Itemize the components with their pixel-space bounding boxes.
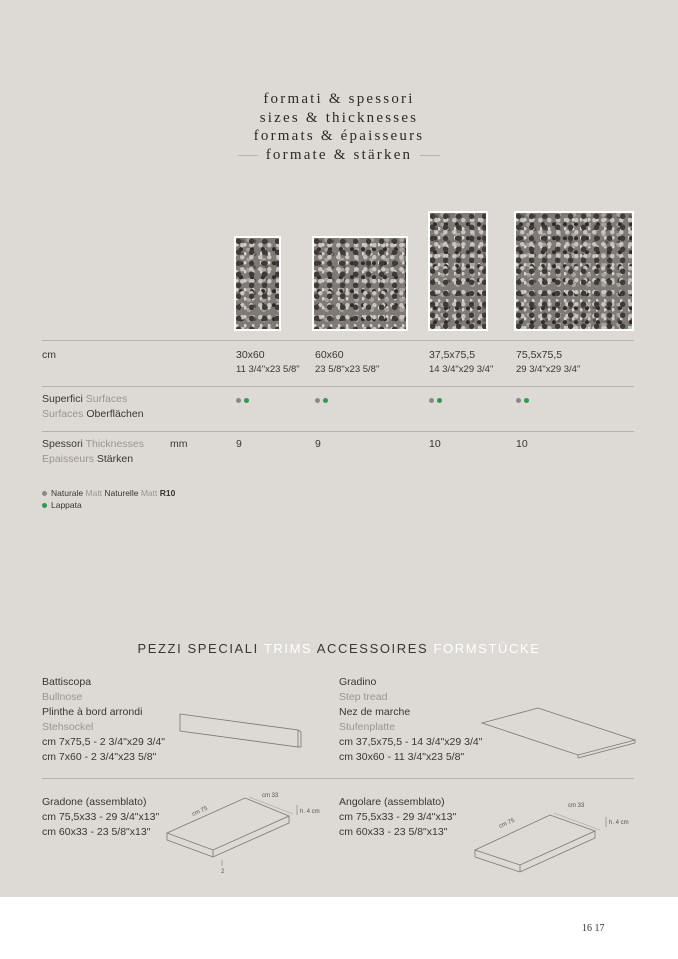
angolare-drawing — [470, 795, 640, 870]
title-line-fr: formats & épaisseurs — [253, 128, 425, 144]
tile-swatch-30x60 — [234, 236, 281, 331]
gradone-dim-length: cm 75 — [191, 805, 209, 818]
angolare-size-2: cm 60x33 - 23 5/8"x13" — [339, 826, 448, 838]
table-divider — [42, 340, 634, 341]
surfaces-label — [42, 392, 127, 407]
surfaces-it: Superfici — [42, 393, 83, 405]
legend-naturale — [42, 487, 175, 499]
pieces-divider — [42, 778, 634, 779]
page-number: 16 17 — [582, 923, 605, 934]
surfaces-fr: Surfaces — [42, 408, 84, 420]
legend-naturale-it: Naturale — [51, 488, 84, 498]
angolare-dim-height: h. 4 cm — [609, 820, 629, 826]
title-line-it: formati & spessori — [263, 91, 415, 107]
thickness-it: Spessori — [42, 438, 83, 450]
thickness-en: Thicknesses — [85, 438, 144, 450]
thickness-fr: Epaisseurs — [42, 453, 94, 465]
legend-naturale-fr: Naturelle — [104, 488, 139, 498]
slip-rating: R10 — [159, 488, 176, 498]
gradone-size-2: cm 60x33 - 23 5/8"x13" — [42, 826, 151, 838]
gradone-dim-height: h. 4 cm — [300, 809, 320, 815]
surface-dots — [429, 398, 445, 403]
piece-gradino — [339, 675, 482, 765]
battiscopa-fr: Plinthe à bord arrondi — [42, 706, 143, 718]
page-title — [0, 90, 678, 164]
title-rule-left — [238, 155, 258, 156]
naturale-dot — [429, 398, 434, 403]
thickness-value: 10 — [429, 438, 441, 450]
angolare-dim-width: cm 33 — [568, 803, 585, 809]
trims-heading-de: FORMSTÜCKE — [433, 641, 541, 656]
surfaces-en: Surfaces — [85, 393, 128, 405]
size-cm: 30x60 — [236, 349, 265, 361]
trims-heading-fr: ACCESSOIRES — [316, 641, 429, 656]
angolare-size-1: cm 75,5x33 - 29 3/4"x13" — [339, 811, 457, 823]
surface-dots — [236, 398, 252, 403]
gradino-en: Step tread — [339, 691, 388, 703]
size-inch: 14 3/4"x29 3/4" — [429, 364, 494, 375]
gradino-it: Gradino — [339, 676, 377, 688]
table-divider — [42, 431, 634, 432]
surface-dots — [315, 398, 331, 403]
gradone-name: Gradone (assemblato) — [42, 796, 147, 808]
size-cm: 75,5x75,5 — [516, 349, 563, 361]
thickness-label — [42, 437, 144, 452]
lappata-dot — [323, 398, 328, 403]
title-line-en: sizes & thicknesses — [259, 109, 419, 126]
surface-dots — [516, 398, 532, 403]
naturale-dot — [315, 398, 320, 403]
gradino-size-2: cm 30x60 - 11 3/4"x23 5/8" — [339, 751, 465, 763]
thickness-value: 10 — [516, 438, 528, 450]
angolare-dim-length: cm 75 — [498, 817, 516, 830]
gradone-size-1: cm 75,5x33 - 29 3/4"x13" — [42, 811, 160, 823]
tile-swatch-37x75 — [428, 211, 488, 331]
table-divider — [42, 386, 634, 387]
gradone-dim-thickness: 2 — [221, 869, 225, 875]
size-row-label: cm — [42, 349, 56, 361]
battiscopa-size-2: cm 7x60 - 2 3/4"x23 5/8" — [42, 751, 157, 763]
battiscopa-de: Stehsockel — [42, 721, 94, 733]
gradino-de: Stufenplatte — [339, 721, 396, 733]
angolare-name: Angolare (assemblato) — [339, 796, 445, 808]
tile-swatch-75x75 — [514, 211, 634, 331]
size-cm: 37,5x75,5 — [429, 349, 476, 361]
gradone-dim-width: cm 33 — [262, 793, 279, 799]
thickness-value: 9 — [315, 438, 321, 450]
size-cm: 60x60 — [315, 349, 344, 361]
size-inch: 11 3/4"x23 5/8" — [236, 364, 300, 375]
size-inch: 29 3/4"x29 3/4" — [516, 364, 581, 375]
naturale-dot — [42, 491, 47, 496]
trims-heading-en: TRIMS — [263, 641, 313, 656]
naturale-dot — [516, 398, 521, 403]
title-rule-right — [420, 155, 440, 156]
title-line-de-row — [0, 146, 678, 165]
piece-angolare — [339, 795, 456, 840]
lappata-dot — [437, 398, 442, 403]
step-tread-drawing — [480, 705, 640, 760]
thickness-label-2 — [42, 452, 133, 467]
lappata-dot — [42, 503, 47, 508]
naturale-dot — [236, 398, 241, 403]
thickness-value: 9 — [236, 438, 242, 450]
lappata-dot — [244, 398, 249, 403]
tile-swatch-60x60 — [312, 236, 408, 331]
surfaces-de: Oberflächen — [86, 408, 144, 420]
surfaces-label-2 — [42, 407, 144, 422]
thickness-unit: mm — [170, 438, 188, 450]
title-line-de: formate & stärken — [265, 146, 413, 163]
piece-gradone — [42, 795, 159, 840]
battiscopa-it: Battiscopa — [42, 676, 92, 688]
battiscopa-size-1: cm 7x75,5 - 2 3/4"x29 3/4" — [42, 736, 166, 748]
legend-lappata-label: Lappata — [51, 500, 82, 510]
trims-heading-it: PEZZI SPECIALI — [137, 641, 259, 656]
legend-naturale-en: Matt — [85, 488, 103, 498]
piece-battiscopa — [42, 675, 165, 765]
battiscopa-en: Bullnose — [42, 691, 83, 703]
lappata-dot — [524, 398, 529, 403]
thickness-de: Stärken — [96, 453, 134, 465]
legend-lappata — [42, 499, 82, 511]
size-inch: 23 5/8"x23 5/8" — [315, 364, 380, 375]
gradino-fr: Nez de marche — [339, 706, 411, 718]
legend-naturale-de: Matt — [140, 488, 158, 498]
gradone-drawing — [165, 788, 340, 878]
bullnose-drawing — [175, 710, 305, 750]
trims-heading — [0, 641, 678, 656]
gradino-size-1: cm 37,5x75,5 - 14 3/4"x29 3/4" — [339, 736, 483, 748]
